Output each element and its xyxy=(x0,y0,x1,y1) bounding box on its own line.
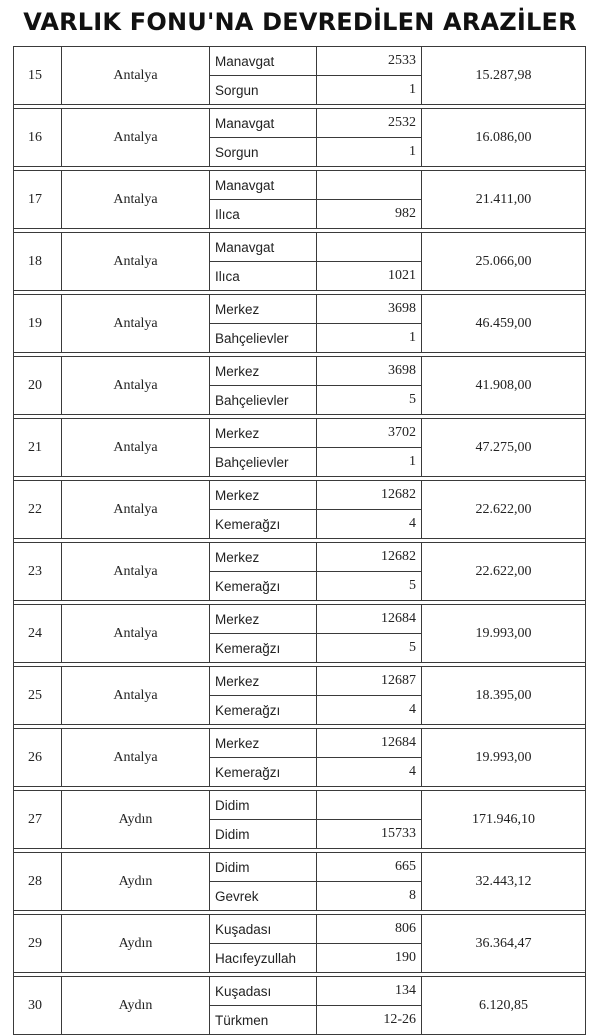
table-row xyxy=(14,915,586,944)
parcel-cell: 806 xyxy=(317,915,422,944)
parcel-cell: 1021 xyxy=(317,262,422,291)
parcel-cell: 15733 xyxy=(317,820,422,849)
row-number: 27 xyxy=(14,791,62,849)
province-cell: Antalya xyxy=(62,419,210,477)
district-cell: Didim xyxy=(210,791,317,820)
province-cell: Antalya xyxy=(62,47,210,105)
area-cell: 19.993,00 xyxy=(422,729,586,787)
parcel-cell xyxy=(317,171,422,200)
parcel-cell: 3702 xyxy=(317,419,422,448)
province-cell: Antalya xyxy=(62,109,210,167)
district-cell: Manavgat xyxy=(210,171,317,200)
parcel-cell: 1 xyxy=(317,448,422,477)
district-cell: Ilıca xyxy=(210,262,317,291)
area-cell: 171.946,10 xyxy=(422,791,586,849)
district-cell: Manavgat xyxy=(210,109,317,138)
province-cell: Antalya xyxy=(62,295,210,353)
province-cell: Antalya xyxy=(62,543,210,601)
province-cell: Antalya xyxy=(62,357,210,415)
table-row xyxy=(14,419,586,448)
land-table-body xyxy=(14,47,586,1035)
row-number: 28 xyxy=(14,853,62,911)
row-number: 18 xyxy=(14,233,62,291)
district-cell: Sorgun xyxy=(210,138,317,167)
parcel-cell xyxy=(317,233,422,262)
district-cell: Kuşadası xyxy=(210,977,317,1006)
district-cell: Kemerağzı xyxy=(210,572,317,601)
table-row xyxy=(14,853,586,882)
table-row xyxy=(14,667,586,696)
row-number: 24 xyxy=(14,605,62,663)
district-cell: Merkez xyxy=(210,419,317,448)
parcel-cell: 3698 xyxy=(317,357,422,386)
table-row xyxy=(14,171,586,200)
parcel-cell: 5 xyxy=(317,572,422,601)
area-cell: 22.622,00 xyxy=(422,481,586,539)
area-cell: 6.120,85 xyxy=(422,977,586,1035)
district-cell: Merkez xyxy=(210,357,317,386)
parcel-cell: 5 xyxy=(317,634,422,663)
district-cell: Kemerağzı xyxy=(210,634,317,663)
district-cell: Merkez xyxy=(210,295,317,324)
area-cell: 16.086,00 xyxy=(422,109,586,167)
province-cell: Antalya xyxy=(62,171,210,229)
row-number: 30 xyxy=(14,977,62,1035)
table-row xyxy=(14,295,586,324)
parcel-cell: 4 xyxy=(317,758,422,787)
district-cell: Didim xyxy=(210,853,317,882)
row-number: 26 xyxy=(14,729,62,787)
parcel-cell: 12-26 xyxy=(317,1006,422,1035)
parcel-cell: 12687 xyxy=(317,667,422,696)
province-cell: Antalya xyxy=(62,667,210,725)
province-cell: Antalya xyxy=(62,233,210,291)
parcel-cell: 3698 xyxy=(317,295,422,324)
parcel-cell: 8 xyxy=(317,882,422,911)
district-cell: Sorgun xyxy=(210,76,317,105)
table-row xyxy=(14,47,586,76)
parcel-cell: 12682 xyxy=(317,481,422,510)
area-cell: 25.066,00 xyxy=(422,233,586,291)
province-cell: Aydın xyxy=(62,853,210,911)
page-title: VARLIK FONU'NA DEVREDİLEN ARAZİLER xyxy=(23,8,577,36)
table-row xyxy=(14,357,586,386)
province-cell: Antalya xyxy=(62,481,210,539)
row-number: 22 xyxy=(14,481,62,539)
parcel-cell: 12682 xyxy=(317,543,422,572)
area-cell: 22.622,00 xyxy=(422,543,586,601)
province-cell: Aydın xyxy=(62,977,210,1035)
district-cell: Kemerağzı xyxy=(210,696,317,725)
parcel-cell: 190 xyxy=(317,944,422,973)
parcel-cell: 134 xyxy=(317,977,422,1006)
district-cell: Ilıca xyxy=(210,200,317,229)
row-number: 17 xyxy=(14,171,62,229)
table-row xyxy=(14,605,586,634)
table-row xyxy=(14,543,586,572)
district-cell: Kemerağzı xyxy=(210,758,317,787)
parcel-cell: 2533 xyxy=(317,47,422,76)
parcel-cell: 4 xyxy=(317,696,422,725)
district-cell: Merkez xyxy=(210,729,317,758)
district-cell: Manavgat xyxy=(210,47,317,76)
province-cell: Antalya xyxy=(62,729,210,787)
parcel-cell: 4 xyxy=(317,510,422,539)
parcel-cell: 1 xyxy=(317,76,422,105)
district-cell: Merkez xyxy=(210,605,317,634)
parcel-cell: 1 xyxy=(317,324,422,353)
table-row xyxy=(14,109,586,138)
area-cell: 21.411,00 xyxy=(422,171,586,229)
area-cell: 15.287,98 xyxy=(422,47,586,105)
table-row xyxy=(14,233,586,262)
row-number: 29 xyxy=(14,915,62,973)
row-number: 25 xyxy=(14,667,62,725)
land-table xyxy=(13,46,586,1035)
province-cell: Aydın xyxy=(62,915,210,973)
table-row xyxy=(14,729,586,758)
parcel-cell: 5 xyxy=(317,386,422,415)
province-cell: Aydın xyxy=(62,791,210,849)
district-cell: Kuşadası xyxy=(210,915,317,944)
table-row xyxy=(14,977,586,1006)
area-cell: 32.443,12 xyxy=(422,853,586,911)
area-cell: 41.908,00 xyxy=(422,357,586,415)
district-cell: Gevrek xyxy=(210,882,317,911)
parcel-cell: 12684 xyxy=(317,729,422,758)
district-cell: Kemerağzı xyxy=(210,510,317,539)
parcel-cell: 982 xyxy=(317,200,422,229)
district-cell: Bahçelievler xyxy=(210,448,317,477)
row-number: 15 xyxy=(14,47,62,105)
table-row xyxy=(14,481,586,510)
parcel-cell xyxy=(317,791,422,820)
district-cell: Merkez xyxy=(210,543,317,572)
area-cell: 19.993,00 xyxy=(422,605,586,663)
district-cell: Bahçelievler xyxy=(210,324,317,353)
row-number: 20 xyxy=(14,357,62,415)
district-cell: Didim xyxy=(210,820,317,849)
row-number: 23 xyxy=(14,543,62,601)
district-cell: Hacıfeyzullah xyxy=(210,944,317,973)
district-cell: Manavgat xyxy=(210,233,317,262)
parcel-cell: 2532 xyxy=(317,109,422,138)
table-row xyxy=(14,791,586,820)
area-cell: 46.459,00 xyxy=(422,295,586,353)
district-cell: Merkez xyxy=(210,667,317,696)
district-cell: Merkez xyxy=(210,481,317,510)
row-number: 19 xyxy=(14,295,62,353)
area-cell: 18.395,00 xyxy=(422,667,586,725)
parcel-cell: 1 xyxy=(317,138,422,167)
parcel-cell: 12684 xyxy=(317,605,422,634)
province-cell: Antalya xyxy=(62,605,210,663)
area-cell: 36.364,47 xyxy=(422,915,586,973)
district-cell: Bahçelievler xyxy=(210,386,317,415)
parcel-cell: 665 xyxy=(317,853,422,882)
area-cell: 47.275,00 xyxy=(422,419,586,477)
district-cell: Türkmen xyxy=(210,1006,317,1035)
row-number: 16 xyxy=(14,109,62,167)
row-number: 21 xyxy=(14,419,62,477)
